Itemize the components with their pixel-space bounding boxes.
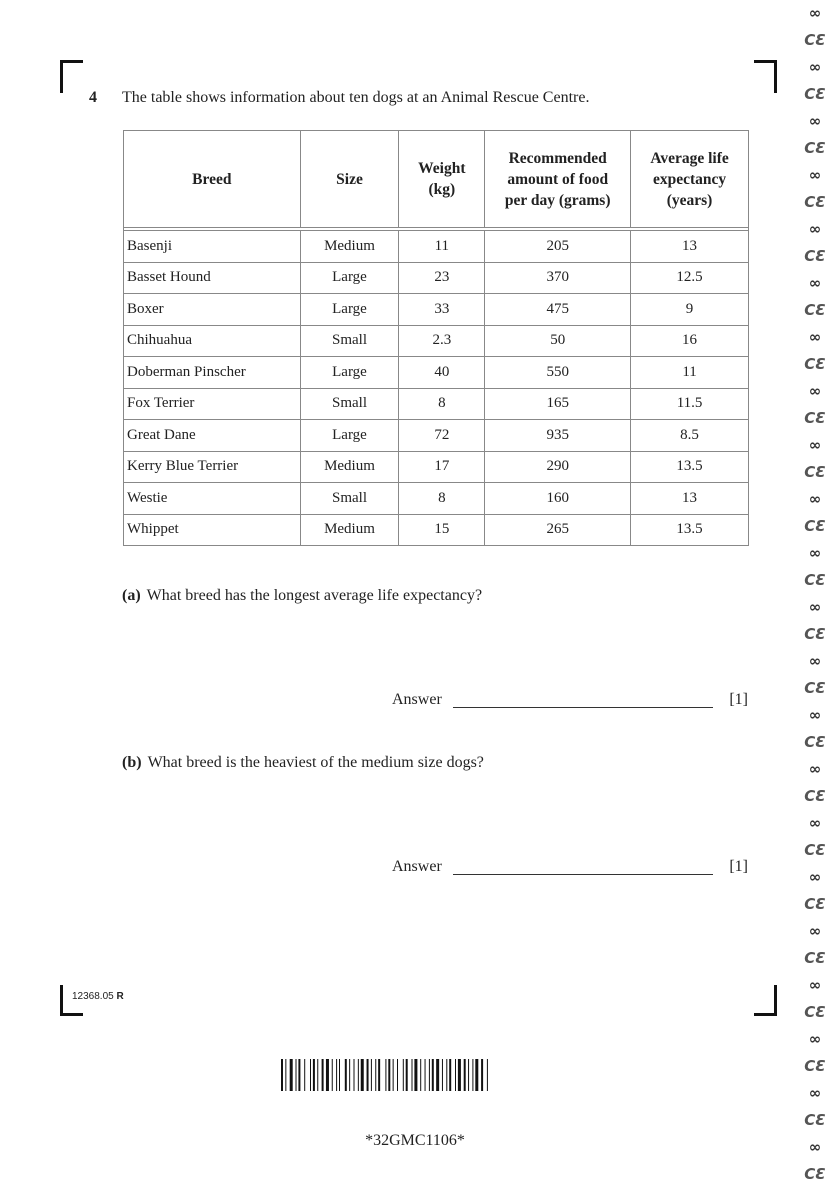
barcode-bar (475, 1059, 478, 1091)
table-row (124, 388, 749, 420)
ccea-logo-icon: CƐ (804, 787, 826, 805)
cell-breed: Boxer (124, 294, 301, 326)
table-row (124, 325, 749, 357)
barcode-bar (388, 1059, 390, 1091)
barcode-bar (354, 1059, 355, 1091)
cell-food: 475 (485, 294, 631, 326)
barcode-bar (310, 1059, 311, 1091)
ccea-logo-icon: ∞ (808, 652, 822, 670)
barcode-bar (349, 1059, 350, 1091)
barcode-bar (432, 1059, 434, 1091)
cell-breed: Westie (124, 483, 301, 515)
ccea-logo-icon: ∞ (808, 1138, 822, 1156)
barcode-bar (455, 1059, 456, 1091)
ccea-logo-icon: CƐ (804, 1057, 826, 1075)
ccea-logo-icon: CƐ (804, 139, 826, 157)
barcode-bar (458, 1059, 461, 1091)
ccea-logo-icon: ∞ (808, 976, 822, 994)
frame-corner-top-left (60, 60, 83, 93)
barcode-bar (296, 1059, 297, 1091)
cell-size: Small (300, 388, 399, 420)
table-header-row (124, 131, 749, 228)
barcode-bar (361, 1059, 364, 1091)
barcode-bar (403, 1059, 404, 1091)
barcode-bar (298, 1059, 300, 1091)
barcode-bar (281, 1059, 283, 1091)
barcode-bar (285, 1059, 286, 1091)
cell-weight: 11 (399, 231, 485, 263)
ccea-logo-icon: CƐ (804, 1165, 826, 1183)
question-number: 4 (89, 89, 97, 106)
ccea-logo-icon: CƐ (804, 625, 826, 643)
ccea-logo-icon: CƐ (804, 679, 826, 697)
table-row (124, 262, 749, 294)
ccea-logo-icon: CƐ (804, 571, 826, 589)
table-row (124, 483, 749, 515)
ccea-logo-icon: ∞ (808, 868, 822, 886)
barcode-bar (332, 1059, 333, 1091)
cell-food: 50 (485, 325, 631, 357)
ccea-logo-icon: ∞ (808, 112, 822, 130)
header-life-expectancy: Average life expectancy (years) (631, 131, 749, 228)
part-a-answer-line[interactable] (453, 707, 713, 708)
barcode-bar (345, 1059, 347, 1091)
barcode-bar (339, 1059, 340, 1091)
barcode-bar (322, 1059, 324, 1091)
cell-food: 265 (485, 514, 631, 546)
ccea-logo-icon: ∞ (808, 598, 822, 616)
ccea-logo-icon: CƐ (804, 85, 826, 103)
cell-life: 11.5 (631, 388, 749, 420)
cell-breed: Chihuahua (124, 325, 301, 357)
barcode-bar (397, 1059, 398, 1091)
ccea-logo-icon: ∞ (808, 166, 822, 184)
ccea-logo-icon: CƐ (804, 463, 826, 481)
cell-food: 290 (485, 451, 631, 483)
barcode-bar (481, 1059, 483, 1091)
ccea-logo-icon: CƐ (804, 733, 826, 751)
ccea-logo-icon: ∞ (808, 328, 822, 346)
cell-breed: Doberman Pinscher (124, 357, 301, 389)
table-row (124, 420, 749, 452)
ccea-logo-icon: CƐ (804, 409, 826, 427)
barcode-bar (385, 1059, 386, 1091)
ccea-logo-icon: ∞ (808, 58, 822, 76)
ccea-logo-icon: ∞ (808, 382, 822, 400)
barcode-bar (290, 1059, 293, 1091)
cell-food: 165 (485, 388, 631, 420)
barcode-bar (371, 1059, 372, 1091)
cell-food: 160 (485, 483, 631, 515)
ccea-logo-icon: ∞ (808, 220, 822, 238)
barcode-bar (375, 1059, 376, 1091)
barcode-bar (487, 1059, 488, 1091)
ccea-logo-icon: CƐ (804, 247, 826, 265)
cell-size: Small (300, 483, 399, 515)
cell-weight: 17 (399, 451, 485, 483)
barcode-bar (304, 1059, 305, 1091)
cell-weight: 23 (399, 262, 485, 294)
part-a-answer-row (392, 691, 750, 713)
header-weight: Weight (kg) (399, 131, 485, 228)
cell-size: Large (300, 294, 399, 326)
barcode-bar (446, 1059, 447, 1091)
cell-weight: 72 (399, 420, 485, 452)
cell-life: 13 (631, 483, 749, 515)
ccea-logo-icon: CƐ (804, 1003, 826, 1021)
ccea-logo-icon: CƐ (804, 193, 826, 211)
barcode-bar (412, 1059, 413, 1091)
ccea-logo-icon: ∞ (808, 760, 822, 778)
cell-life: 11 (631, 357, 749, 389)
ccea-logo-icon: CƐ (804, 301, 826, 319)
header-breed: Breed (124, 131, 301, 228)
cell-size: Medium (300, 451, 399, 483)
part-b-answer-label: Answer (392, 858, 442, 875)
cell-life: 13.5 (631, 514, 749, 546)
ccea-logo-icon: ∞ (808, 814, 822, 832)
paper-code: 12368.05 R (72, 991, 124, 1002)
ccea-logo-icon: CƐ (804, 355, 826, 373)
barcode-bar (358, 1059, 359, 1091)
barcode-bar (429, 1059, 430, 1091)
ccea-logo-icon: ∞ (808, 1030, 822, 1048)
barcode-bar (317, 1059, 318, 1091)
part-a-marks: [1] (729, 691, 748, 708)
header-food: Recommended amount of food per day (grams) (485, 131, 631, 228)
frame-corner-bottom-right (754, 985, 777, 1016)
cell-breed: Fox Terrier (124, 388, 301, 420)
ccea-logo-icon: ∞ (808, 490, 822, 508)
barcode-bar (420, 1059, 421, 1091)
cell-size: Large (300, 420, 399, 452)
cell-life: 13.5 (631, 451, 749, 483)
cell-weight: 33 (399, 294, 485, 326)
frame-corner-top-right (754, 60, 777, 93)
question-text: The table shows information about ten dogs at an Animal Rescue Centre. (122, 89, 590, 106)
cell-food: 205 (485, 231, 631, 263)
barcode-bar (472, 1059, 473, 1091)
ccea-logo-icon: CƐ (804, 949, 826, 967)
cell-life: 8.5 (631, 420, 749, 452)
cell-weight: 8 (399, 483, 485, 515)
cell-weight: 40 (399, 357, 485, 389)
cell-food: 370 (485, 262, 631, 294)
ccea-logo-icon: CƐ (804, 841, 826, 859)
ccea-logo-icon: ∞ (808, 274, 822, 292)
cell-breed: Kerry Blue Terrier (124, 451, 301, 483)
barcode-bar (367, 1059, 369, 1091)
ccea-logo-icon: ∞ (808, 4, 822, 22)
part-b-answer-row (392, 858, 750, 880)
cell-life: 13 (631, 231, 749, 263)
barcode-text: *32GMC1106* (365, 1132, 465, 1149)
ccea-logo-icon: ∞ (808, 436, 822, 454)
table-row (124, 231, 749, 263)
margin-logo-strip (802, 0, 828, 1183)
table-row (124, 294, 749, 326)
table-row (124, 357, 749, 389)
barcode-bar (425, 1059, 426, 1091)
barcode-bar (414, 1059, 417, 1091)
ccea-logo-icon: CƐ (804, 517, 826, 535)
ccea-logo-icon: ∞ (808, 1084, 822, 1102)
barcode-bar (406, 1059, 408, 1091)
cell-weight: 15 (399, 514, 485, 546)
table-row (124, 514, 749, 546)
cell-size: Small (300, 325, 399, 357)
part-a-answer-label: Answer (392, 691, 442, 708)
barcode-bar (313, 1059, 315, 1091)
dog-table (123, 130, 749, 546)
cell-size: Medium (300, 231, 399, 263)
cell-life: 12.5 (631, 262, 749, 294)
cell-weight: 8 (399, 388, 485, 420)
cell-size: Large (300, 262, 399, 294)
cell-breed: Great Dane (124, 420, 301, 452)
barcode-bar (442, 1059, 443, 1091)
barcode-bar (449, 1059, 451, 1091)
cell-food: 550 (485, 357, 631, 389)
barcode-bar (464, 1059, 466, 1091)
barcode-bar (336, 1059, 337, 1091)
part-b-marks: [1] (729, 858, 748, 875)
barcode (281, 1059, 549, 1091)
ccea-logo-icon: ∞ (808, 706, 822, 724)
cell-size: Large (300, 357, 399, 389)
barcode-bar (378, 1059, 380, 1091)
cell-size: Medium (300, 514, 399, 546)
part-b-question: (b) What breed is the heaviest of the medium size dogs? (122, 754, 484, 771)
cell-life: 16 (631, 325, 749, 357)
table-row (124, 451, 749, 483)
cell-breed: Whippet (124, 514, 301, 546)
ccea-logo-icon: ∞ (808, 544, 822, 562)
ccea-logo-icon: ∞ (808, 922, 822, 940)
header-size: Size (300, 131, 399, 228)
ccea-logo-icon: CƐ (804, 1111, 826, 1129)
cell-weight: 2.3 (399, 325, 485, 357)
cell-breed: Basenji (124, 231, 301, 263)
barcode-bar (436, 1059, 439, 1091)
cell-life: 9 (631, 294, 749, 326)
barcode-bar (468, 1059, 469, 1091)
cell-food: 935 (485, 420, 631, 452)
cell-breed: Basset Hound (124, 262, 301, 294)
barcode-bar (393, 1059, 394, 1091)
part-a-question: (a) What breed has the longest average life expectancy? (122, 587, 483, 604)
ccea-logo-icon: CƐ (804, 31, 826, 49)
ccea-logo-icon: CƐ (804, 895, 826, 913)
barcode-bar (326, 1059, 329, 1091)
part-b-answer-line[interactable] (453, 874, 713, 875)
